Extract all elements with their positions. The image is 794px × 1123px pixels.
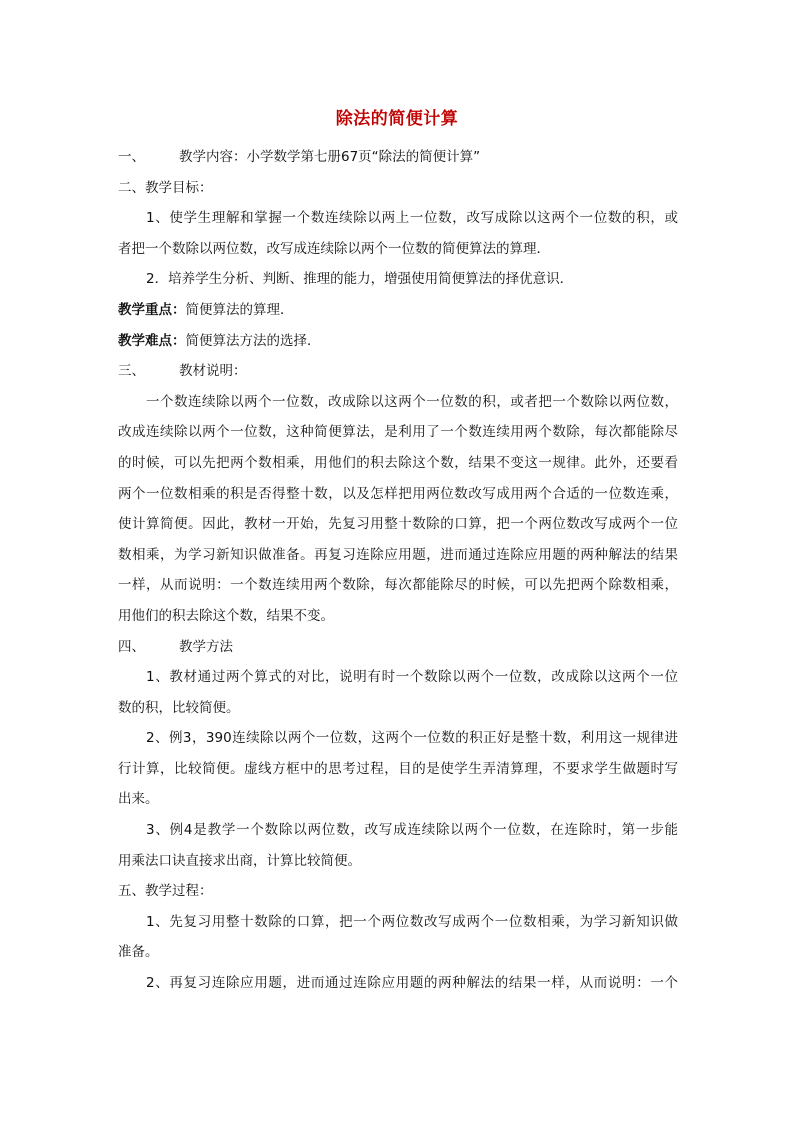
document-body <box>118 142 678 999</box>
paragraph-line: 2、再复习连除应用题，进而通过连除应用题的两种解法的结果一样，从而说明：一个 <box>146 975 678 992</box>
section-number: 四、 <box>118 638 145 655</box>
section-heading: 教学方法 <box>179 638 233 655</box>
paragraph-line: 1、先复习用整十数除的口算，把一个两位数改写成两个一位数相乘，为学习新知识做 <box>146 913 678 930</box>
paragraph-line: 3、例4是教学一个数除以两位数，改写成连续除以两个一位数，在连除时，第一步能 <box>146 822 678 839</box>
difficulty-label: 教学难点： <box>118 332 186 349</box>
paragraph-line: 者把一个数除以两位数，改写成连续除以两个一位数的简便算法的算理． <box>118 240 550 257</box>
section-material <box>118 356 678 387</box>
section-number: 一、 <box>118 149 145 165</box>
section-number: 三、 <box>118 363 145 380</box>
paragraph-line: 行计算，比较简便。虚线方框中的思考过程，目的是使学生弄清算理，不要求学生做题时写 <box>118 760 678 777</box>
key-point-label: 教学重点： <box>118 301 186 318</box>
paragraph-line: 准备。 <box>118 944 159 961</box>
paragraph-line: 改成连续除以两个一位数，这种简便算法，是利用了一个数连续用两个数除，每次都能除尽 <box>118 424 678 441</box>
section-heading-goals: 二、教学目标： <box>118 179 213 196</box>
key-point-text: 简便算法的算理． <box>185 301 294 318</box>
paragraph-line: 使计算简便。因此，教材一开始，先复习用整十数除的口算，把一个两位数改写成两个一位 <box>118 516 678 533</box>
paragraph-line: 数的积，比较简便。 <box>118 699 240 716</box>
paragraph-line: 出来。 <box>118 791 159 808</box>
paragraph-line: 2、例3，390连续除以两个一位数，这两个一位数的积正好是整十数，利用这一规律进 <box>146 730 678 747</box>
paragraph-line: 2．培养学生分析、判断、推理的能力，增强使用简便算法的择优意识． <box>146 271 574 288</box>
section-content <box>118 142 678 173</box>
paragraph-line: 用乘法口诀直接求出商，计算比较简便。 <box>118 852 361 869</box>
difficulty-text: 简便算法方法的选择． <box>185 332 321 349</box>
paragraph-line: 一样，从而说明：一个数连续用两个数除，每次都能除尽的时候，可以先把两个除数相乘， <box>118 577 678 594</box>
paragraph-line: 两个一位数相乘的积是否得整十数，以及怎样把用两位数改写成用两个合适的一位数连乘， <box>118 485 678 502</box>
paragraph-line: 1、教材通过两个算式的对比，说明有时一个数除以两个一位数，改成除以这两个一位 <box>146 669 678 686</box>
paragraph-line: 1、使学生理解和掌握一个数连续除以两上一位数，改写成除以这两个一位数的积，或 <box>146 210 678 227</box>
difficulty-point <box>118 326 678 357</box>
section-heading-process: 五、教学过程： <box>118 883 213 900</box>
section-method <box>118 632 678 663</box>
paragraph-line: 数相乘，为学习新知识做准备。再复习连除应用题，进而通过连除应用题的两种解法的结果 <box>118 546 678 563</box>
document-title: 除法的简便计算 <box>335 109 459 129</box>
content-text: 教学内容：小学数学第七册67页“除法的简便计算” <box>179 149 481 165</box>
section-heading: 教材说明： <box>179 363 247 380</box>
key-point <box>118 295 678 326</box>
paragraph-line: 用他们的积去除这个数，结果不变。 <box>118 607 334 624</box>
paragraph-line: 一个数连续除以两个一位数，改成除以这两个一位数的积，或者把一个数除以两位数， <box>146 393 678 410</box>
paragraph-line: 的时候，可以先把两个数相乘，用他们的积去除这个数，结果不变这一规律。此外，还要看 <box>118 454 678 471</box>
